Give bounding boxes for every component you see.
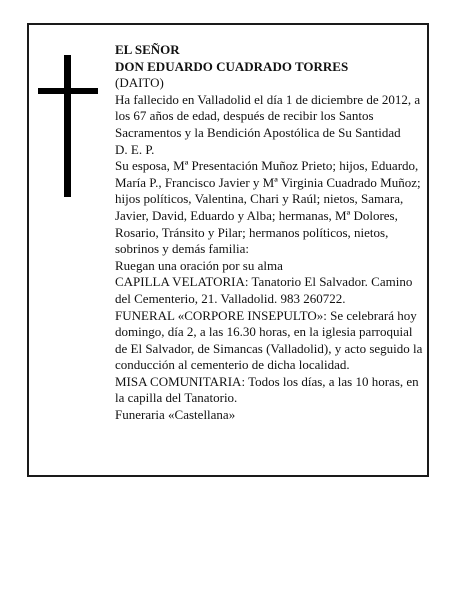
chapel-info: CAPILLA VELATORIA: Tanatorio El Salvador. Camino del Cementerio, 21. Valladolid. 983 260722. [115, 274, 413, 306]
obituary-notice [27, 23, 429, 477]
notice-text [115, 42, 425, 424]
funeral-home: Funeraria «Castellana» [115, 407, 236, 423]
mass-info: MISA COMUNITARIA: Todos los días, a las 10 horas, en la capilla del Tanatorio. [115, 373, 419, 406]
deceased-name: DON EDUARDO CUADRADO TORRES [115, 58, 349, 74]
dep-line: D. E. P. [115, 141, 155, 157]
cross-horizontal-bar [38, 88, 98, 94]
death-statement: Ha fallecido en Valladolid el día 1 de diciembre de 2012, a los 67 años de edad, después de recibir los Santos Sacramentos y la Bendición Apostólica de Su Santidad [115, 91, 421, 140]
prayer-request: Ruegan una oración por su alma [115, 257, 283, 273]
title-line-1: EL SEÑOR [115, 42, 180, 57]
cross-vertical-bar [64, 55, 71, 197]
family-list: Su esposa, Mª Presentación Muñoz Prieto; hijos, Eduardo, María P., Francisco Javier y Mª Virginia Cuadrado Muñoz; hijos políticos, Valentina, Chari y Raúl; nietos, Samara, Javier, David, Eduardo y Alba; hermanas, Mª Dolores, Rosario, Tránsito y Pilar; hermanos políticos, nietos, sobrinos y demás familia: [115, 158, 421, 257]
latin-cross-icon [38, 55, 98, 197]
funeral-info: FUNERAL «CORPORE INSEPULTO»: Se celebrará hoy domingo, día 2, a las 16.30 horas, en la iglesia parroquial de El Salvador, de Simancas (Valladolid), y acto seguido la conducción al cementerio de dicha localidad. [115, 307, 423, 373]
nickname: (DAITO) [115, 75, 164, 91]
